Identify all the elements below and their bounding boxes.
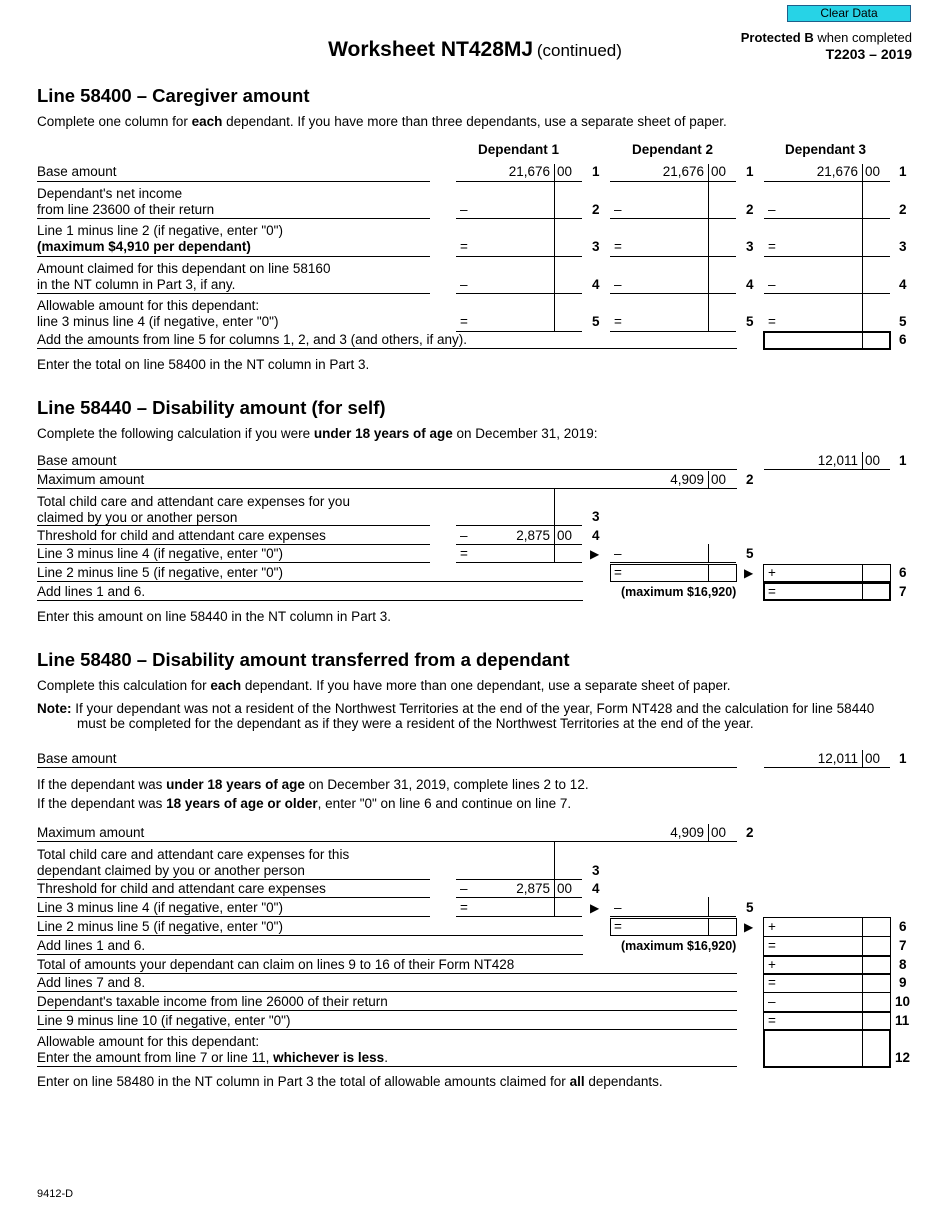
s3-line-7: 7 bbox=[899, 938, 907, 953]
s3-eq-6: = bbox=[614, 919, 622, 934]
col-header-dependant-1: Dependant 1 bbox=[478, 142, 560, 157]
s2-note: Enter this amount on line 58440 in the NT column in Part 3. bbox=[37, 609, 391, 624]
s2-max-note: (maximum $16,920) bbox=[621, 585, 737, 599]
dep3-line-1: 1 bbox=[899, 164, 907, 179]
clear-data-button[interactable]: Clear Data bbox=[787, 5, 911, 22]
dep2-line-1: 1 bbox=[746, 164, 754, 179]
protected-label bbox=[741, 30, 912, 62]
s2-row4-label: Threshold for child and attendant care expenses bbox=[37, 528, 326, 543]
s3-line11-input[interactable] bbox=[764, 1012, 861, 1029]
s2-line-2: 2 bbox=[746, 472, 754, 487]
dep1-line-3: 3 bbox=[592, 239, 600, 254]
s3-row12-b-a: Enter the amount from line 7 or line 11, bbox=[37, 1049, 274, 1065]
s2-row3-label bbox=[37, 494, 350, 525]
dep2-line-3: 3 bbox=[746, 239, 754, 254]
col-header-dependant-3: Dependant 3 bbox=[785, 142, 867, 157]
dep2-minus-4: – bbox=[614, 277, 622, 292]
s3-row12-a: Allowable amount for this dependant: bbox=[37, 1034, 260, 1049]
s3-row9-label: Add lines 7 and 8. bbox=[37, 975, 146, 990]
dep2-eq-5: = bbox=[614, 314, 622, 329]
s3-eq-11: = bbox=[768, 1013, 776, 1028]
s2-line6a-input[interactable] bbox=[610, 564, 737, 582]
s3-line8-input[interactable] bbox=[764, 956, 861, 973]
s3-line3-input[interactable] bbox=[456, 859, 552, 877]
s2-base-cents: 00 bbox=[865, 453, 881, 468]
s3-note bbox=[37, 701, 874, 717]
s3-intro bbox=[37, 678, 731, 693]
arrow-right-icon: ▶ bbox=[590, 547, 600, 561]
s1-row5-label bbox=[37, 298, 278, 329]
s2-intro-b: under 18 years of age bbox=[313, 426, 453, 441]
dep1-line4-input[interactable] bbox=[456, 272, 552, 290]
s2-intro bbox=[37, 426, 598, 441]
s3-line-10: 10 bbox=[895, 994, 911, 1009]
s3-if1-a: If the dependant was bbox=[37, 777, 167, 792]
s2-row1-label: Base amount bbox=[37, 453, 117, 468]
s3-row12-label bbox=[37, 1034, 388, 1065]
dep3-line-5: 5 bbox=[899, 314, 907, 329]
s3-row11-label: Line 9 minus line 10 (if negative, enter "0") bbox=[37, 1013, 291, 1028]
s3-if2-a: If the dependant was bbox=[37, 796, 167, 811]
s3-if2 bbox=[37, 796, 571, 811]
dep3-line2-input[interactable] bbox=[764, 196, 860, 214]
s2-max-dollars: 4,909 bbox=[670, 472, 704, 487]
s1-note: Enter the total on line 58400 in the NT column in Part 3. bbox=[37, 357, 370, 372]
s3-if1-b: under 18 years of age bbox=[166, 777, 305, 792]
dep3-line-3: 3 bbox=[899, 239, 907, 254]
s3-row6-label: Line 2 minus line 5 (if negative, enter "0") bbox=[37, 919, 283, 934]
s3-line5a-input[interactable] bbox=[456, 899, 552, 915]
dep1-eq-3: = bbox=[460, 239, 468, 254]
s1-intro-c: dependant. If you have more than three dependants, use a separate sheet of paper. bbox=[222, 114, 727, 129]
dep1-base-dollars: 21,676 bbox=[508, 164, 550, 179]
s2-line-6: 6 bbox=[899, 565, 907, 580]
s1-heading: Line 58400 – Caregiver amount bbox=[37, 85, 310, 106]
s3-note-a: If your dependant was not a resident of the Northwest Territories at the end of the year, Form NT428 and the calculation for line 58440 bbox=[71, 701, 875, 716]
s2-line5-input[interactable] bbox=[610, 545, 706, 561]
s3-max-note: (maximum $16,920) bbox=[621, 939, 737, 953]
dep3-base-cents: 00 bbox=[865, 164, 881, 179]
dep2-line-4: 4 bbox=[746, 277, 754, 292]
s3-if1-c: on December 31, 2019, complete lines 2 to 12. bbox=[304, 777, 589, 792]
s3-row2-label: Maximum amount bbox=[37, 825, 145, 840]
dep1-line-5: 5 bbox=[592, 314, 600, 329]
dep1-line-4: 4 bbox=[592, 277, 600, 292]
s2-row3-a: Total child care and attendant care expenses for you bbox=[37, 494, 350, 509]
s1-row4-a: Amount claimed for this dependant on line 58160 bbox=[37, 261, 331, 276]
dep3-line5-input[interactable] bbox=[764, 310, 860, 328]
s2-thr-cents: 00 bbox=[557, 528, 573, 543]
dep1-base-cents: 00 bbox=[557, 164, 573, 179]
s2-minus-4: – bbox=[460, 528, 468, 543]
s1-row3-b: (maximum $4,910 per dependant) bbox=[37, 238, 251, 254]
s3-line-1: 1 bbox=[899, 751, 907, 766]
s3-if2-c: , enter "0" on line 6 and continue on line 7. bbox=[317, 796, 572, 811]
dep1-line3-input[interactable] bbox=[456, 234, 552, 252]
s1-row3-a: Line 1 minus line 2 (if negative, enter "0") bbox=[37, 223, 283, 238]
s3-line7-input[interactable] bbox=[764, 937, 861, 954]
s3-line-12: 12 bbox=[895, 1050, 911, 1065]
s3-heading: Line 58480 – Disability amount transferred from a dependant bbox=[37, 649, 570, 670]
s3-line10-input[interactable] bbox=[764, 993, 861, 1010]
dep3-minus-2: – bbox=[768, 202, 776, 217]
s3-base-cents: 00 bbox=[865, 751, 881, 766]
form-code: 9412-D bbox=[37, 1188, 74, 1200]
dep2-line3-input[interactable] bbox=[610, 234, 706, 252]
s2-line-4: 4 bbox=[592, 528, 600, 543]
dep3-line3-input[interactable] bbox=[764, 234, 860, 252]
s3-row3-label bbox=[37, 847, 349, 878]
s3-line-9: 9 bbox=[899, 975, 907, 990]
s3-if2-b: 18 years of age or older bbox=[166, 796, 318, 811]
s3-intro-a: Complete this calculation for bbox=[37, 678, 211, 693]
s3-eq-7: = bbox=[768, 938, 776, 953]
dep1-line2-input[interactable] bbox=[456, 196, 552, 214]
s3-line-6: 6 bbox=[899, 919, 907, 934]
s3-base-dollars: 12,011 bbox=[817, 751, 858, 766]
arrow-right-icon: ▶ bbox=[744, 566, 754, 580]
dep3-line-4: 4 bbox=[899, 277, 907, 292]
s1-row6-label: Add the amounts from line 5 for columns 1, 2, and 3 (and others, if any). bbox=[37, 332, 467, 347]
s3-line9-input[interactable] bbox=[764, 975, 861, 992]
s3-thr-cents: 00 bbox=[557, 881, 573, 896]
col-header-dependant-2: Dependant 2 bbox=[632, 142, 714, 157]
dep1-eq-5: = bbox=[460, 314, 468, 329]
dep2-line-5: 5 bbox=[746, 314, 754, 329]
s2-row5-label: Line 3 minus line 4 (if negative, enter "0") bbox=[37, 546, 283, 561]
s2-eq-7: = bbox=[768, 584, 776, 599]
s1-line-6: 6 bbox=[899, 332, 907, 347]
s2-line6-input[interactable] bbox=[763, 564, 891, 582]
s3-row4-label: Threshold for child and attendant care expenses bbox=[37, 881, 326, 896]
s2-row3-b: claimed by you or another person bbox=[37, 509, 238, 525]
s3-final bbox=[37, 1074, 663, 1089]
s3-row5-label: Line 3 minus line 4 (if negative, enter "0") bbox=[37, 900, 283, 915]
s2-line-3: 3 bbox=[592, 509, 600, 524]
s2-eq-6: = bbox=[614, 565, 622, 580]
dep1-line5-input[interactable] bbox=[456, 310, 552, 328]
s1-total-box[interactable] bbox=[763, 331, 891, 350]
s3-line-8: 8 bbox=[899, 957, 907, 972]
dep2-line2-input[interactable] bbox=[610, 196, 706, 214]
arrow-right-icon: ▶ bbox=[744, 920, 754, 934]
arrow-right-icon: ▶ bbox=[590, 901, 600, 915]
s2-intro-c: on December 31, 2019: bbox=[452, 426, 598, 441]
s1-row5-a: Allowable amount for this dependant: bbox=[37, 298, 260, 313]
s3-thr-dollars: 2,875 bbox=[516, 881, 550, 896]
dep3-line-2: 2 bbox=[899, 202, 907, 217]
s2-minus-5: – bbox=[614, 546, 622, 561]
s1-row4-label bbox=[37, 261, 330, 292]
title-continued: (continued) bbox=[536, 41, 622, 60]
s3-line6-input[interactable] bbox=[764, 918, 861, 935]
s2-eq-5a: = bbox=[460, 546, 468, 561]
s2-intro-a: Complete the following calculation if you were bbox=[37, 426, 314, 441]
s3-eq-9: = bbox=[768, 975, 776, 990]
s3-minus-10: – bbox=[768, 994, 776, 1009]
s1-row2-label bbox=[37, 186, 214, 217]
s3-intro-b: each bbox=[210, 678, 242, 693]
s1-row5-b: line 3 minus line 4 (if negative, enter "0") bbox=[37, 313, 279, 329]
s2-line5a-input[interactable] bbox=[456, 545, 552, 561]
dep1-line-2: 2 bbox=[592, 202, 600, 217]
s3-minus-4: – bbox=[460, 881, 468, 896]
s3-final-a: Enter on line 58480 in the NT column in Part 3 the total of allowable amounts claimed for bbox=[37, 1074, 570, 1089]
s1-row2-a: Dependant's net income bbox=[37, 186, 183, 201]
s1-intro-b: each bbox=[191, 114, 223, 129]
s3-row10-label: Dependant's taxable income from line 26000 of their return bbox=[37, 994, 388, 1009]
s3-if1 bbox=[37, 777, 589, 792]
s2-base-dollars: 12,011 bbox=[817, 453, 858, 468]
dep2-line4-input[interactable] bbox=[610, 272, 706, 290]
s3-intro-c: dependant. If you have more than one dependant, use a separate sheet of paper. bbox=[241, 678, 731, 693]
s3-row12-b-c: . bbox=[384, 1049, 388, 1065]
s2-heading: Line 58440 – Disability amount (for self) bbox=[37, 397, 386, 418]
s2-line7-input[interactable] bbox=[763, 582, 891, 601]
s3-eq-5a: = bbox=[460, 900, 468, 915]
s1-row3-label bbox=[37, 223, 283, 254]
dep1-minus-4: – bbox=[460, 277, 468, 292]
s1-row1-label: Base amount bbox=[37, 164, 117, 179]
s1-row2-b: from line 23600 of their return bbox=[37, 201, 215, 217]
s3-line6a-input[interactable] bbox=[610, 918, 737, 936]
s3-note-b: must be completed for the dependant as if they were a resident of the Northwest Territories at the end of the year. bbox=[77, 716, 754, 731]
dep3-minus-4: – bbox=[768, 277, 776, 292]
dep2-base-dollars: 21,676 bbox=[662, 164, 704, 179]
s2-plus-6: + bbox=[768, 565, 776, 580]
s3-row1-label: Base amount bbox=[37, 751, 117, 766]
s2-line-7: 7 bbox=[899, 584, 907, 599]
s2-thr-dollars: 2,875 bbox=[516, 528, 550, 543]
s2-line3-input[interactable] bbox=[456, 505, 552, 523]
dep3-line4-input[interactable] bbox=[764, 272, 860, 290]
s3-max-dollars: 4,909 bbox=[670, 825, 704, 840]
s3-line-4: 4 bbox=[592, 881, 600, 896]
dep2-line5-input[interactable] bbox=[610, 310, 706, 328]
s1-row4-b: in the NT column in Part 3, if any. bbox=[37, 276, 236, 292]
dep2-line-2: 2 bbox=[746, 202, 754, 217]
s3-row3-b: dependant claimed by you or another person bbox=[37, 862, 305, 878]
s2-line-1: 1 bbox=[899, 453, 907, 468]
protected-rest: when completed bbox=[813, 30, 912, 45]
s3-row8-label: Total of amounts your dependant can claim on lines 9 to 16 of their Form NT428 bbox=[37, 957, 515, 972]
s3-plus-8: + bbox=[768, 957, 776, 972]
dep2-base-cents: 00 bbox=[711, 164, 727, 179]
s2-row6-label: Line 2 minus line 5 (if negative, enter "0") bbox=[37, 565, 283, 580]
s3-note-label: Note: bbox=[37, 701, 72, 716]
s3-row12-b-b: whichever is less bbox=[273, 1049, 385, 1065]
s3-line5-input[interactable] bbox=[610, 899, 706, 915]
s3-final-b: all bbox=[569, 1074, 585, 1089]
s1-intro bbox=[37, 114, 727, 129]
dep2-minus-2: – bbox=[614, 202, 622, 217]
protected-b: Protected B bbox=[740, 30, 814, 45]
s3-max-cents: 00 bbox=[711, 825, 727, 840]
dep3-base-dollars: 21,676 bbox=[816, 164, 858, 179]
s3-line-3: 3 bbox=[592, 863, 600, 878]
dep1-line-1: 1 bbox=[592, 164, 600, 179]
s2-line-5: 5 bbox=[746, 546, 754, 561]
dep3-eq-5: = bbox=[768, 314, 776, 329]
s3-line12-input[interactable] bbox=[763, 1029, 891, 1068]
s3-row7-label: Add lines 1 and 6. bbox=[37, 938, 146, 953]
s1-intro-a: Complete one column for bbox=[37, 114, 192, 129]
s2-row2-label: Maximum amount bbox=[37, 472, 145, 487]
s3-row3-a: Total child care and attendant care expenses for this bbox=[37, 847, 350, 862]
s3-minus-5: – bbox=[614, 900, 622, 915]
s3-line-11: 11 bbox=[895, 1013, 910, 1028]
s3-line-2: 2 bbox=[746, 825, 754, 840]
s3-line-5: 5 bbox=[746, 900, 754, 915]
s2-row7-label: Add lines 1 and 6. bbox=[37, 584, 146, 599]
s3-final-c: dependants. bbox=[584, 1074, 663, 1089]
title-main: Worksheet NT428MJ bbox=[328, 38, 534, 61]
s2-max-cents: 00 bbox=[711, 472, 727, 487]
dep2-eq-3: = bbox=[614, 239, 622, 254]
dep3-eq-3: = bbox=[768, 239, 776, 254]
dep1-minus-2: – bbox=[460, 202, 468, 217]
form-id: T2203 – 2019 bbox=[825, 46, 912, 62]
s3-plus-6: + bbox=[768, 919, 776, 934]
